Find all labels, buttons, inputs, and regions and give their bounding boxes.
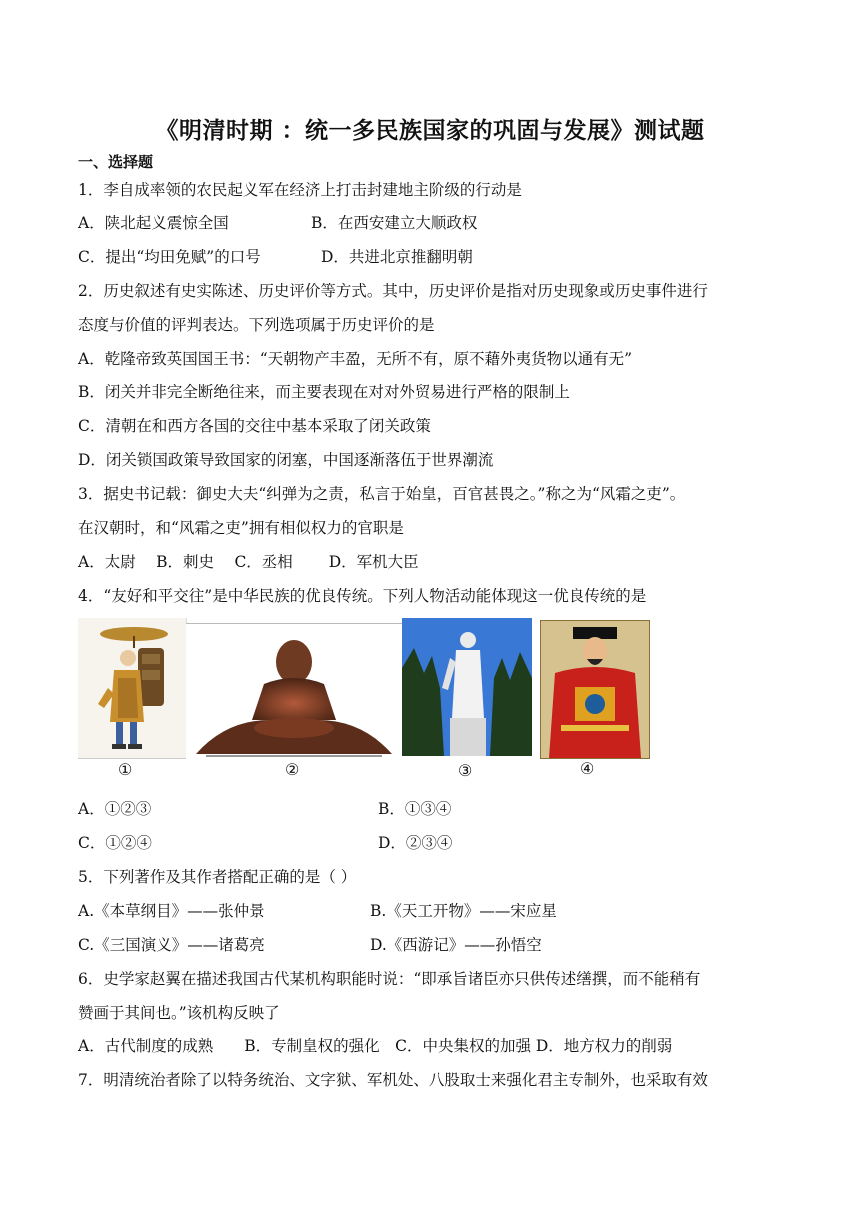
question-5-stem: 5．下列著作及其作者搭配正确的是（ ） [78,868,357,886]
question-4-stem: 4．“友好和平交往”是中华民族的优良传统。下列人物活动能体现这一优良传统的是 [78,587,647,605]
image-label-1: ① [118,760,133,779]
question-3-stem-line1: 3．据史书记载：御史大夫“纠弹为之责，私言于始皇，百官甚畏之。”称之为“风霜之吏”。 [78,485,686,503]
question-6-options: A．古代制度的成熟 B．专制皇权的强化 C．中央集权的加强 D．地方权力的削弱 [78,1037,673,1055]
question-5-option-b: B.《天工开物》——宋应星 [370,902,557,920]
question-1-option-a: A．陕北起义震惊全国 [78,214,229,232]
question-5-options-row2 [78,935,542,955]
question-4-option-a: A．①②③ [78,800,152,818]
question-5-option-c: C.《三国演义》——诸葛亮 [78,936,265,954]
monk-traveler-image [78,618,187,759]
white-statue-image [402,618,532,756]
question-2-option-c: C．清朝在和西方各国的交往中基本采取了闭关政策 [78,417,431,435]
official-portrait-image [540,620,650,759]
image-label-2: ② [285,760,300,779]
image-label-3: ③ [458,761,473,780]
question-3-options: A．太尉 B．刺史 C．丞相 D．军机大臣 [78,553,419,571]
question-3-stem-line2: 在汉朝时，和“风霜之吏”拥有相似权力的官职是 [78,519,404,537]
question-5-option-d: D.《西游记》——孙悟空 [370,936,542,954]
question-2-option-d: D．闭关锁国政策导致国家的闭塞，中国逐渐落伍于世界潮流 [78,451,494,469]
question-4-option-b: B．①③④ [378,800,452,818]
question-4-option-c: C．①②④ [78,834,152,852]
question-4-option-d: D．②③④ [378,834,453,852]
question-4-options-row1 [78,799,452,819]
question-2-option-b: B．闭关并非完全断绝往来，而主要表现在对对外贸易进行严格的限制上 [78,383,570,401]
question-1-options-row1 [78,213,478,233]
question-1-options-row2 [78,247,473,267]
question-6-stem-line2: 赞画于其间也。”该机构反映了 [78,1004,280,1022]
question-5-options-row1 [78,901,557,921]
question-4-options-row2 [78,833,453,853]
question-1-option-d: D．共进北京推翻明朝 [321,248,473,266]
question-7-stem-line1: 7．明清统治者除了以特务统治、文字狱、军机处、八股取士来强化君主专制外，也采取有效 [78,1071,708,1089]
question-2-option-a: A．乾隆帝致英国国王书：“天朝物产丰盈，无所不有，原不藉外夷货物以通有无” [78,350,633,368]
section-title: 一、选择题 [78,153,154,171]
question-6-stem-line1: 6．史学家赵翼在描述我国古代某机构职能时说：“即承旨诸臣亦只供传述缮撰，而不能稍有 [78,970,701,988]
question-1-option-c: C．提出“均田免赋”的口号 [78,248,261,266]
question-1-stem: 1．李自成率领的农民起义军在经济上打击封建地主阶级的行动是 [78,181,522,199]
image-label-4: ④ [580,759,595,778]
question-2-stem-line1: 2．历史叙述有史实陈述、历史评价等方式。其中，历史评价是指对历史现象或历史事件进行 [78,282,708,300]
question-2-stem-line2: 态度与价值的评判表达。下列选项属于历史评价的是 [78,316,435,334]
question-1-option-b: B．在西安建立大顺政权 [311,214,478,232]
seated-monk-statue-image [186,623,402,759]
question-5-option-a: A.《本草纲目》——张仲景 [78,902,265,920]
page-title: 《明清时期 ：统一多民族国家的巩固与发展》测试题 [155,118,705,144]
